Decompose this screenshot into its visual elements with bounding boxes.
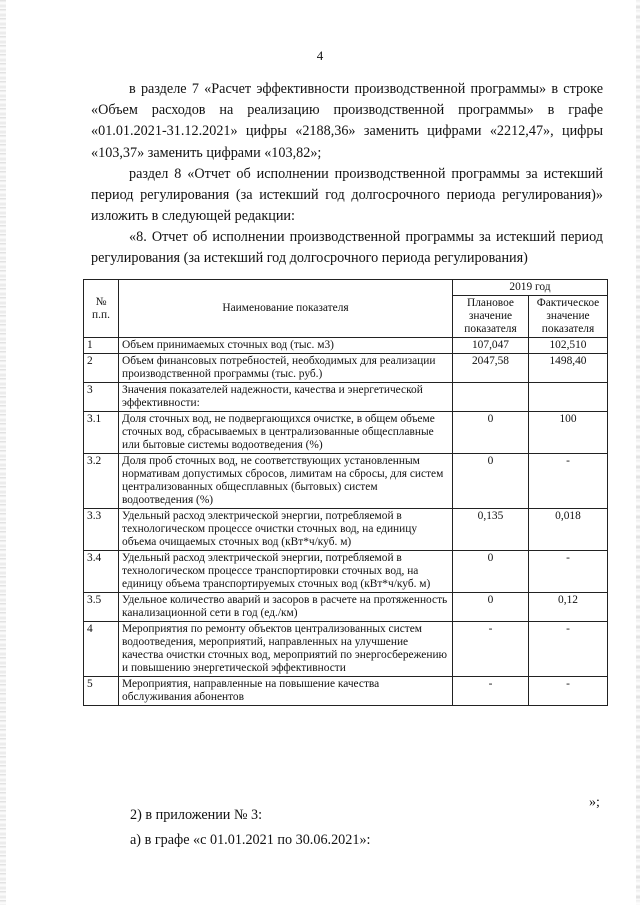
row-planned: -	[453, 677, 529, 706]
table-row	[84, 509, 608, 551]
table-row	[84, 622, 608, 677]
row-planned: 0	[453, 454, 529, 509]
row-number: 2	[84, 354, 119, 383]
row-name: Удельное количество аварий и засоров в расчете на протяженность канализационной сети в год (ед./км)	[119, 593, 453, 622]
row-number: 3.4	[84, 551, 119, 593]
row-actual: -	[529, 622, 608, 677]
table-row	[84, 677, 608, 706]
row-name: Объем принимаемых сточных вод (тыс. м3)	[119, 338, 453, 354]
closing-quote-mark: »;	[589, 795, 600, 810]
row-number: 1	[84, 338, 119, 354]
paragraph-report-title: «8. Отчет об исполнении производственной программы за истекший период регулирования (за истекший год долгосрочного периода регулирования)	[91, 229, 603, 267]
row-number: 3.3	[84, 509, 119, 551]
header-planned: Плановое значение показателя	[453, 296, 529, 338]
row-name: Мероприятия, направленные на повышение качества обслуживания абонентов	[119, 677, 453, 706]
table-row	[84, 551, 608, 593]
column-line: а) в графе «с 01.01.2021 по 30.06.2021»:	[130, 832, 371, 848]
row-actual	[529, 383, 608, 412]
scan-edge-left	[0, 0, 6, 905]
row-planned: -	[453, 622, 529, 677]
scan-edge-right	[636, 0, 640, 905]
row-name: Удельный расход электрической энергии, потребляемой в технологическом процессе очистки сточных вод, на единицу объема очищаемых сточных вод (кВт*ч/куб. м)	[119, 509, 453, 551]
table-row	[84, 383, 608, 412]
row-planned: 0	[453, 593, 529, 622]
row-name: Значения показателей надежности, качества и энергетической эффективности:	[119, 383, 453, 412]
row-actual: 1498,40	[529, 354, 608, 383]
row-planned: 2047,58	[453, 354, 529, 383]
table-row	[84, 412, 608, 454]
table-row	[84, 454, 608, 509]
row-name: Мероприятия по ремонту объектов централизованных систем водоотведения, мероприятий, направленных на улучшение качества очистки сточных вод, мероприятий по энергосбережению и повышению энергетической эффективности	[119, 622, 453, 677]
row-number: 3.5	[84, 593, 119, 622]
row-name: Объем финансовых потребностей, необходимых для реализации производственной программы (тыс. руб.)	[119, 354, 453, 383]
header-num: № п.п.	[84, 280, 119, 338]
row-actual: -	[529, 551, 608, 593]
row-planned: 107,047	[453, 338, 529, 354]
row-name: Доля сточных вод, не подвергающихся очистке, в общем объеме сточных вод, сбрасываемых в централизованные общесплавные или бытовые системы водоотведения (%)	[119, 412, 453, 454]
table-row	[84, 338, 608, 354]
row-planned	[453, 383, 529, 412]
paragraph-section-7: в разделе 7 «Расчет эффективности производственной программы» в строке «Объем расходов на реализацию производственной программы» в графе «01.01.2021-31.12.2021» цифры «2188,36» заменить цифрами «2212,47», цифры «103,37» заменить цифрами «103,82»;	[91, 81, 603, 161]
row-actual: 0,018	[529, 509, 608, 551]
page-number: 4	[316, 48, 324, 63]
row-actual: 0,12	[529, 593, 608, 622]
header-name: Наименование показателя	[119, 280, 453, 338]
header-actual: Фактическое значение показателя	[529, 296, 608, 338]
table-header-row	[84, 280, 608, 296]
row-actual: 102,510	[529, 338, 608, 354]
table-row	[84, 593, 608, 622]
row-actual: -	[529, 677, 608, 706]
row-planned: 0	[453, 551, 529, 593]
row-actual: 100	[529, 412, 608, 454]
row-planned: 0	[453, 412, 529, 454]
appendix-line: 2) в приложении № 3:	[130, 807, 263, 823]
row-number: 5	[84, 677, 119, 706]
row-name: Доля проб сточных вод, не соответствующих установленным нормативам допустимых сбросов, лимитам на сбросы, для систем централизованных общесплавных (бытовых) систем водоотведения (%)	[119, 454, 453, 509]
paragraph-section-8: раздел 8 «Отчет об исполнении производственной программы за истекший период регулирования (за истекший год долгосрочного периода регулирования)» изложить в следующей редакции:	[91, 166, 603, 225]
row-number: 3	[84, 383, 119, 412]
row-number: 3.1	[84, 412, 119, 454]
row-actual: -	[529, 454, 608, 509]
row-name: Удельный расход электрической энергии, потребляемой в технологическом процессе транспортировки сточных вод, на единицу объема транспортируемых сточных вод (кВт*ч/куб. м)	[119, 551, 453, 593]
report-table	[83, 279, 608, 706]
row-number: 4	[84, 622, 119, 677]
row-planned: 0,135	[453, 509, 529, 551]
header-year: 2019 год	[453, 280, 608, 296]
row-number: 3.2	[84, 454, 119, 509]
table-row	[84, 354, 608, 383]
